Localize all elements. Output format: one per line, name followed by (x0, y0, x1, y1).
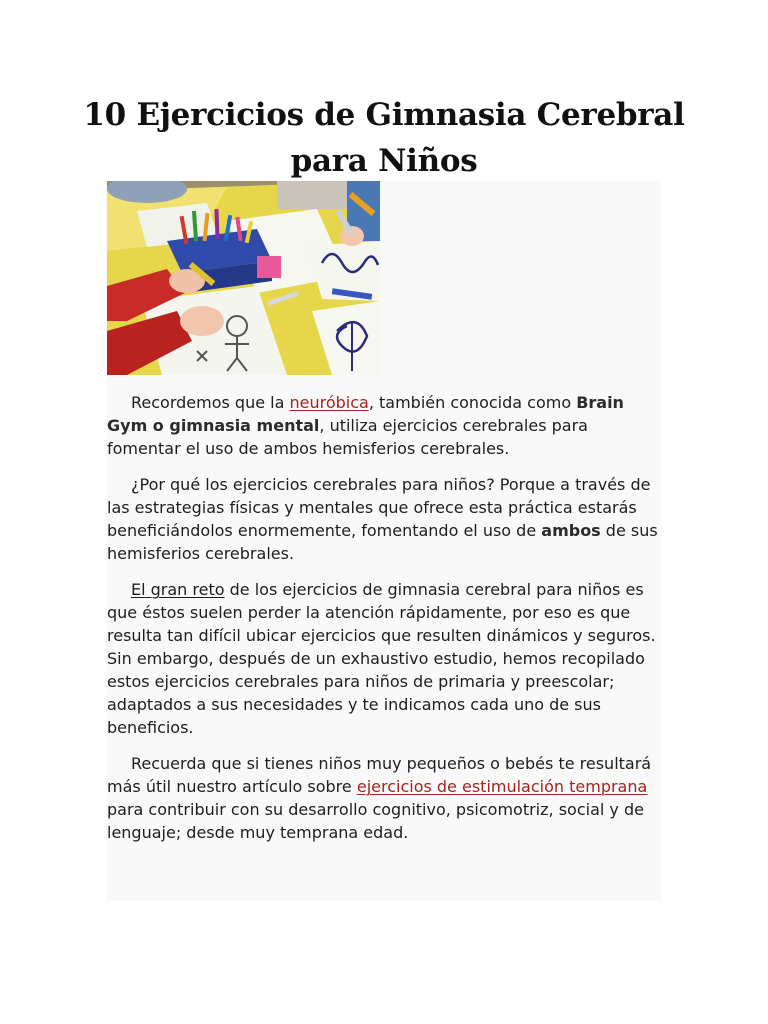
document-title (60, 92, 708, 184)
kids-drawing-photo (107, 181, 380, 375)
link-estimulacion-temprana[interactable]: ejercicios de estimulación temprana (356, 777, 648, 796)
title-line-2: para Niños (290, 143, 478, 179)
ambos-bold: ambos (541, 521, 601, 540)
title-line-1: 10 Ejercicios de Gimnasia Cerebral (83, 97, 685, 133)
article-body (107, 391, 663, 857)
paragraph-2 (107, 473, 663, 565)
paragraph-4-text-b: para contribuir con su desarrollo cognitivo, psicomotriz, social y de lenguaje; desde muy temprana edad. (107, 800, 644, 842)
paragraph-1-text-b: , también conocida como (368, 393, 577, 412)
paragraph-1-text-a: Recordemos que la (131, 393, 290, 412)
el-gran-reto-underlined: El gran reto (131, 580, 225, 599)
paragraph-4 (107, 752, 663, 844)
brain-gym-bold: Brain Gym o gimnasia mental (107, 393, 624, 435)
link-neurobica[interactable]: neuróbica (289, 393, 369, 412)
paragraph-2-text-b: de sus hemisferios cerebrales. (107, 521, 658, 563)
paragraph-3 (107, 578, 663, 739)
paragraph-1 (107, 391, 663, 460)
paragraph-1-text-c: , utiliza ejercicios cerebrales para fomentar el uso de ambos hemisferios cerebrales. (107, 416, 588, 458)
paragraph-2-text-a: ¿Por qué los ejercicios cerebrales para niños? Porque a través de las estrategias físicas y mentales que ofrece esta práctica estarás beneficiándolos enormemente, fomentando el uso de (107, 475, 651, 540)
paragraph-4-text-a: Recuerda que si tienes niños muy pequeños o bebés te resultará más útil nuestro artículo sobre (107, 754, 652, 796)
paragraph-3-text: de los ejercicios de gimnasia cerebral para niños es que éstos suelen perder la atención rápidamente, por eso es que resulta tan difícil ubicar ejercicios que resulten dinámicos y seguros. Sin embargo, después de un exhaustivo estudio, hemos recopilado estos ejercicios cerebrales para niños de primaria y preescolar; adaptados a sus necesidades y te indicamos cada uno de sus beneficios. (107, 580, 656, 737)
